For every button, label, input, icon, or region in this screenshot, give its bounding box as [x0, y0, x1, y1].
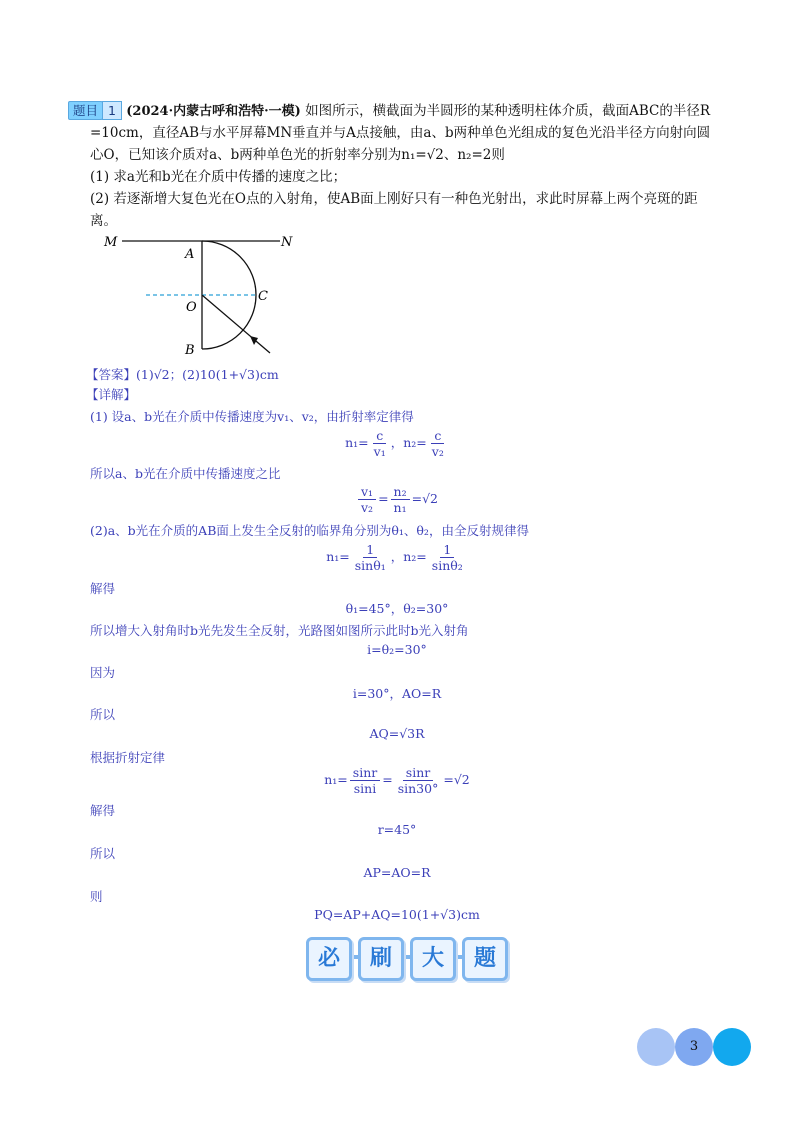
answer-label: 【答案】: [86, 367, 137, 382]
question-text-2: =10cm，直径AB与水平屏幕MN垂直并与A点接触，由a、b两种单色光组成的复色光沿半径方向射向圆: [90, 125, 711, 141]
label-o: O: [186, 300, 197, 315]
formula-11: PQ=AP+AQ=10(1+√3)cm: [314, 907, 480, 922]
page-circle-mid: [675, 1028, 713, 1066]
label-n: N: [281, 235, 293, 250]
stamp-char-2: 刷: [358, 937, 404, 981]
formula-3: n₁= $\frac{1}{\text{sinθ₁}}$ ，n₂= $\frac{1}{\text{sinθ₂}}$: [326, 542, 463, 573]
solution-line-5: 所以增大入射角时b光先发生全反射，光路图如图所示此时b光入射角: [90, 623, 469, 638]
solution-line-10: 所以: [90, 846, 116, 861]
question-line-1: [68, 100, 710, 123]
label-c: C: [258, 289, 268, 304]
formula-4: θ₁=45°，θ₂=30°: [345, 601, 449, 616]
page-number: 3: [689, 1039, 699, 1054]
question-sub-1: (1) 求a光和b光在介质中传播的速度之比；: [90, 169, 347, 185]
formula-8: n₁= $\frac{\sin r}{\sin i}$ = $\frac{\sin r}{\sin 30^\circ}$ =√2: [324, 765, 470, 796]
question-text-3: 心O，已知该介质对a、b两种单色光的折射率分别为n₁=√2、n₂=2则: [90, 147, 505, 163]
formula-2: $\frac{\text{v₁}}{\text{v₂}}$ = $\frac{\text{n₂}}{\text{n₁}}$ =√2: [0, 484, 794, 515]
solution-line-9: 解得: [90, 803, 116, 818]
formula-10: AP=AO=R: [363, 865, 431, 880]
formula-1: n₁= $\frac{c}{\text{v₁}}$ ，n₂= $\frac{c}{\text{v₂}}$: [345, 428, 444, 459]
page-circle-left: [637, 1028, 675, 1066]
label-b: B: [185, 343, 195, 358]
stamp-char-3: 大: [410, 937, 456, 981]
formula-9: r=45°: [377, 822, 417, 837]
answer-line: [86, 365, 279, 383]
stamp-char-1: 必: [306, 937, 352, 981]
formula-6: i=30°，AO=R: [352, 686, 442, 701]
solution-line-8: 根据折射定律: [90, 750, 166, 765]
question-text-1: 如图所示，横截面为半圆形的某种透明柱体介质，截面ABC的半径R: [305, 103, 711, 119]
ray-arrow-icon: [250, 336, 258, 345]
solution-label: 【详解】: [86, 387, 137, 402]
solution-line-1: (1) 设a、b光在介质中传播速度为v₁、v₂，由折射率定律得: [90, 409, 414, 424]
question-source: (2024·内蒙古呼和浩特·一模): [126, 104, 301, 119]
label-a: A: [185, 247, 195, 262]
solution-line-7: 所以: [90, 707, 116, 722]
solution-line-11: 则: [90, 889, 103, 904]
answer-text: (1)√2；(2)10(1+√3)cm: [136, 367, 279, 382]
solution-line-2: 所以a、b光在介质中传播速度之比: [90, 466, 281, 481]
question-number: 1: [102, 101, 122, 120]
question-sub-2b: 离。: [90, 213, 117, 229]
solution-line-6: 因为: [90, 665, 116, 680]
question-sub-2a: (2) 若逐渐增大复色光在O点的入射角，使AB面上刚好只有一种色光射出，求此时屏幕上两个亮斑的距: [90, 191, 698, 207]
optics-diagram: [100, 228, 310, 363]
stamp-char-4: 题: [462, 937, 508, 981]
solution-line-4: 解得: [90, 581, 116, 596]
formula-5: i=θ₂=30°: [367, 642, 427, 657]
formula-7: AQ=√3R: [369, 726, 425, 741]
page-circle-right: [713, 1028, 751, 1066]
label-m: M: [104, 235, 118, 250]
solution-line-3: (2)a、b光在介质的AB面上发生全反射的临界角分别为θ₁、θ₂，由全反射规律得: [90, 523, 529, 538]
question-tag: 题目: [68, 101, 103, 120]
